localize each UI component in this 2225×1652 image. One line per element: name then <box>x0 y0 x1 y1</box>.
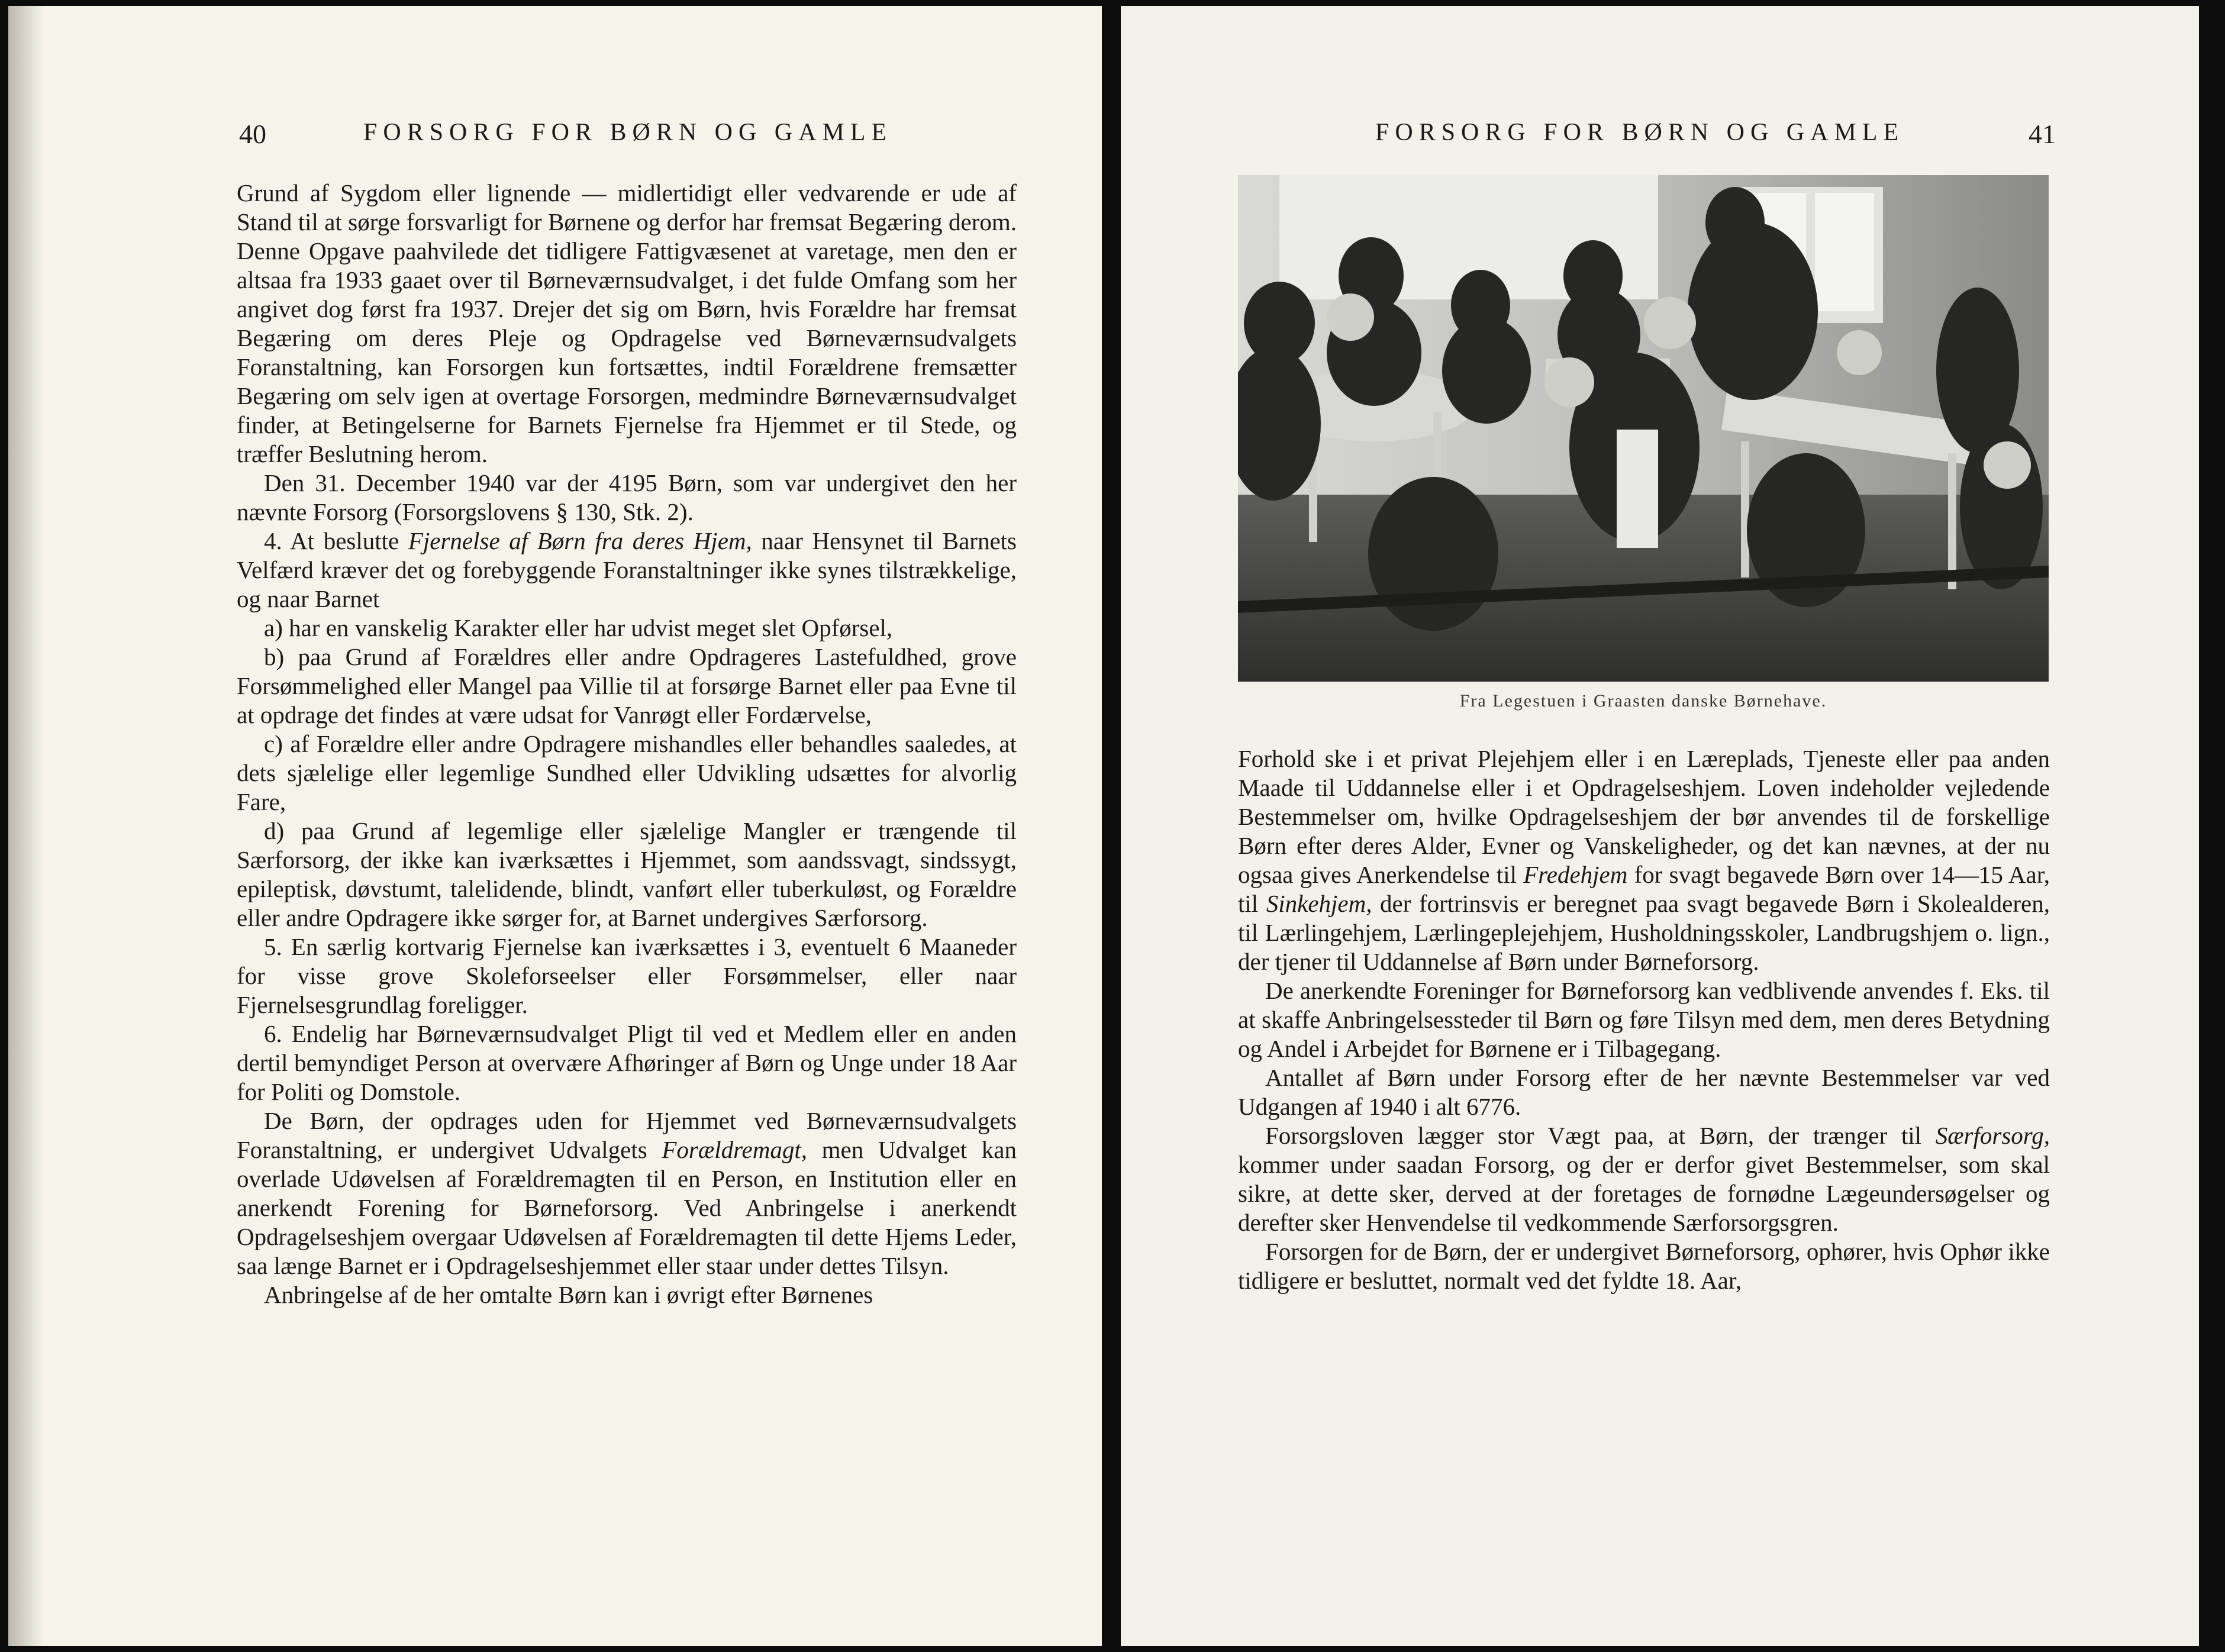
kindergarten-photo <box>1238 175 2049 682</box>
page-edge-shadow <box>8 6 44 1646</box>
page-number: 40 <box>239 119 266 149</box>
paragraph: b) paa Grund af Forældres eller andre Opdrageres Lastefuldhed, grove Forsømmelighed eller Mangel paa Villie til at forsørge Barnet eller paa Evne til at opdrage det findes at være udsat for Vanrøgt eller Fordærvelse, <box>237 643 1017 728</box>
paragraph: 5. En særlig kortvarig Fjernelse kan iværksættes i 3, eventuelt 6 Maaneder for visse grove Skoleforseelser eller Forsømmelser, eller naar Fjernelsesgrundlag foreligger. <box>237 933 1017 1018</box>
paragraph: Forsorgen for de Børn, der er undergivet Børneforsorg, ophører, hvis Ophør ikke tidligere er besluttet, normalt ved det fyldte 18. Aar, <box>1238 1238 2050 1294</box>
right-page <box>1121 6 2199 1646</box>
photo-caption: Fra Legestuen i Graasten danske Børnehave. <box>1459 691 1827 711</box>
paragraph: Forsorgsloven lægger stor Vægt paa, at Børn, der trænger til Særforsorg, kommer under saadan Forsorg, og der er derfor givet Bestemmelser, som skal sikre, at dette sker, derved at der foretages de fornødne Lægeundersøgelser og derefter sker Henvendelse til vedkommende Særforsorgsgren. <box>1238 1122 2050 1236</box>
paragraph: d) paa Grund af legemlige eller sjælelige Mangler er trængende til Særforsorg, der ikke kan iværksættes i Hjemmet, som aandssvagt, sindssygt, epileptisk, døvstumt, talelidende, blindt, vanført eller tuberkuløst, og Forældre eller andre Opdragere ikke sørger for, at Barnet undergives Særforsorg. <box>237 817 1017 931</box>
page-number: 41 <box>2029 119 2056 149</box>
left-page <box>8 6 1102 1646</box>
running-head: FORSORG FOR BØRN OG GAMLE <box>363 119 893 146</box>
paragraph: 4. At beslutte Fjernelse af Børn fra deres Hjem, naar Hensynet til Barnets Velfærd kræver det og forebyggende Foranstaltninger ikke synes tilstrækkelige, og naar Barnet <box>237 527 1017 612</box>
paragraph: Anbringelse af de her omtalte Børn kan i øvrigt efter Børnenes <box>264 1281 873 1308</box>
running-head: FORSORG FOR BØRN OG GAMLE <box>1375 119 1905 146</box>
body-text <box>1238 744 2050 1295</box>
paragraph: De Børn, der opdrages uden for Hjemmet ved Børneværnsudvalgets Foranstaltning, er undergivet Udvalgets Forældremagt, men Udvalget kan overlade Udøvelsen af Forældremagten til en Person, en Institution eller en anerkendt Forening for Børneforsorg. Ved Anbringelse i anerkendt Opdragelseshjem overgaar Udøvelsen af Forældremagten til dette Hjems Leder, saa længe Barnet er i Opdragelseshjemmet eller staar under dettes Tilsyn. <box>237 1107 1017 1279</box>
paragraph: Antallet af Børn under Forsorg efter de her nævnte Bestemmelser var ved Udgangen af 1940 i alt 6776. <box>1238 1064 2050 1120</box>
body-text <box>237 179 1017 1309</box>
paragraph: Forhold ske i et privat Plejehjem eller i en Læreplads, Tjeneste eller paa anden Maade til Uddannelse eller i et Opdragelseshjem. Loven indeholder vejledende Bestemmelser om, hvilke Opdragelseshjem der bør anvendes til de forskellige Børn efter deres Alder, Evner og Vanskeligheder, og det kan nævnes, at der nu ogsaa gives Anerkendelse til Fredehjem for svagt begavede Børn over 14—15 Aar, til Sinkehjem, der fortrinsvis er beregnet paa svagt begavede Børn i Skolealderen, til Lærlingehjem, Lærlingeplejehjem, Husholdningsskoler, Landbrugshjem o. lign., der tjener til Uddannelse af Børn under Børneforsorg. <box>1238 745 2050 975</box>
paragraph: Grund af Sygdom eller lignende — midlertidigt eller vedvarende er ude af Stand til at sørge forsvarligt for Børnene og derfor har fremsat Begæring derom. Denne Opgave paahvilede det tidligere Fattigvæsenet at varetage, men den er altsaa fra 1933 gaaet over til Børneværnsudvalget, i det fulde Omfang som her angivet dog først fra 1937. Drejer det sig om Børn, hvis Forældre har fremsat Begæring om deres Pleje og Opdragelse ved Børneværnsudvalgets Foranstaltning, kan Forsorgen kun fortsættes, indtil Forældrene fremsætter Begæring om selv igen at overtage Forsorgen, medmindre Børneværnsudvalget finder, at Betingelserne for Barnets Fjernelse fra Hjemmet er til Stede, og træffer Beslutning herom. <box>237 179 1017 467</box>
paragraph: Den 31. December 1940 var der 4195 Børn, som var undergivet den her nævnte Forsorg (Forsorgslovens § 130, Stk. 2). <box>237 469 1017 525</box>
paragraph: a) har en vanskelig Karakter eller har udvist meget slet Opførsel, <box>264 614 893 641</box>
paragraph: De anerkendte Foreninger for Børneforsorg kan vedblivende anvendes f. Eks. til at skaffe Anbringelsessteder til Børn og føre Tilsyn med dem, men deres Betydning og Andel i Arbejdet for Børnene er i Tilbagegang. <box>1238 977 2050 1062</box>
paragraph: 6. Endelig har Børneværnsudvalget Pligt til ved et Medlem eller en anden dertil bemyndiget Person at overvære Afhøringer af Børn og Unge under 18 Aar for Politi og Domstole. <box>237 1020 1017 1105</box>
paragraph: c) af Forældre eller andre Opdragere mishandles eller behandles saaledes, at dets sjælelige eller legemlige Sundhed eller Udvikling udsættes for alvorlig Fare, <box>237 730 1017 815</box>
